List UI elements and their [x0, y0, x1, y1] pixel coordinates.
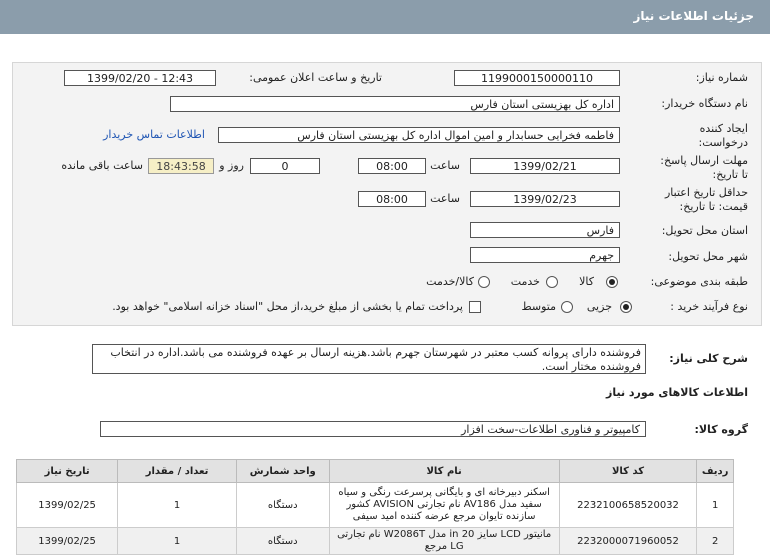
goods-table-header — [17, 460, 734, 483]
validity-time-field: 08:00 — [358, 191, 426, 207]
cell-row-index: 1 — [697, 483, 734, 528]
category-option-service: خدمت — [510, 275, 540, 288]
cell-goods-name: مانیتور LCD سایز 20 in مدل W2086T نام تجارتی LG مرجع — [329, 528, 559, 555]
col-goods-name: نام کالا — [329, 460, 559, 483]
category-option-goods: کالا — [579, 275, 594, 288]
validity-date-field: 1399/02/23 — [470, 191, 620, 207]
reply-time-field: 08:00 — [358, 158, 426, 174]
col-need-date: تاریخ نیاز — [17, 460, 118, 483]
reply-deadline-label-2: تا تاریخ: — [712, 168, 748, 181]
reply-time-label: ساعت — [430, 159, 460, 172]
cell-goods-code: 2232000071960052 — [559, 528, 697, 555]
col-unit: واحد شمارش — [236, 460, 329, 483]
validity-time-label: ساعت — [430, 192, 460, 205]
cell-quantity: 1 — [118, 483, 237, 528]
treasury-payment-checkbox[interactable] — [469, 301, 481, 313]
creator-label-2: درخواست: — [698, 136, 748, 149]
reply-deadline-label: مهلت ارسال پاسخ: — [660, 154, 748, 167]
page-title: جزئیات اطلاعات نیاز — [633, 9, 754, 23]
creator-field: فاطمه فخرایی حسابدار و امین اموال اداره کل بهزیستی استان فارس — [218, 127, 620, 143]
days-field: 0 — [250, 158, 320, 174]
process-radio-medium[interactable] — [561, 301, 573, 313]
goods-group-label: گروه کالا: — [694, 423, 748, 436]
cell-goods-code: 2232100658520032 — [559, 483, 697, 528]
validity-label: حداقل تاریخ اعتبار — [664, 186, 748, 199]
cell-unit: دستگاه — [236, 528, 329, 555]
description-box: فروشنده دارای پروانه کسب معتبر در شهرستان جهرم باشد.هزینه ارسال بر عهده فروشنده می باشد.اداره در انتخاب فروشنده مختار است. — [92, 344, 646, 374]
category-label: طبقه بندی موضوعی: — [650, 275, 748, 288]
buyer-org-label: نام دستگاه خریدار: — [661, 97, 748, 110]
table-row[interactable] — [17, 528, 734, 555]
table-row[interactable] — [17, 483, 734, 528]
category-radio-service[interactable] — [546, 276, 558, 288]
process-label: نوع فرآیند خرید : — [670, 300, 748, 313]
days-label: روز و — [219, 159, 244, 172]
process-option-medium: متوسط — [521, 300, 556, 313]
col-row-index: ردیف — [697, 460, 734, 483]
remaining-time-label: ساعت باقی مانده — [61, 159, 143, 172]
treasury-payment-note: پرداخت تمام یا بخشی از مبلغ خرید،از محل "اسناد خزانه اسلامی" خواهد بود. — [112, 300, 463, 313]
title-bar — [0, 0, 770, 34]
col-quantity: تعداد / مقدار — [118, 460, 237, 483]
need-number-field: 1199000150000110 — [454, 70, 620, 86]
cell-unit: دستگاه — [236, 483, 329, 528]
category-option-goods-service: کالا/خدمت — [426, 275, 474, 288]
buyer-org-field: اداره کل بهزیستی استان فارس — [170, 96, 620, 112]
cell-goods-name: اسکنر دبیرخانه ای و بایگانی پرسرعت رنگی و سیاه سفید مدل AV186 نام تجارتی AVISION کشور سازنده تایوان مرجع عرضه کننده امید سیفی — [329, 483, 559, 528]
category-radio-goods[interactable] — [606, 276, 618, 288]
process-option-minor: جزیی — [586, 300, 612, 313]
remaining-time-field: 18:43:58 — [148, 158, 214, 174]
province-field: فارس — [470, 222, 620, 238]
validity-label-2: قیمت: تا تاریخ: — [679, 200, 748, 213]
cell-need-date: 1399/02/25 — [17, 483, 118, 528]
col-goods-code: کد کالا — [559, 460, 697, 483]
category-radio-goods-service[interactable] — [478, 276, 490, 288]
need-number-label: شماره نیاز: — [695, 71, 748, 84]
description-label: شرح کلی نیاز: — [669, 352, 748, 365]
announce-field: 1399/02/20 - 12:43 — [64, 70, 216, 86]
process-radio-minor[interactable] — [620, 301, 632, 313]
cell-quantity: 1 — [118, 528, 237, 555]
goods-section-title: اطلاعات کالاهای مورد نیاز — [606, 386, 748, 399]
province-label: استان محل تحویل: — [661, 224, 748, 237]
reply-date-field: 1399/02/21 — [470, 158, 620, 174]
goods-table — [16, 459, 734, 555]
creator-label: ایجاد کننده — [699, 122, 748, 135]
city-label: شهر محل تحویل: — [668, 250, 748, 263]
cell-row-index: 2 — [697, 528, 734, 555]
city-field: جهرم — [470, 247, 620, 263]
goods-group-field: کامپیوتر و فناوری اطلاعات-سخت افزار — [100, 421, 646, 437]
contact-buyer-link[interactable]: اطلاعات تماس خریدار — [103, 128, 205, 141]
cell-need-date: 1399/02/25 — [17, 528, 118, 555]
announce-label: تاریخ و ساعت اعلان عمومی: — [249, 71, 382, 84]
